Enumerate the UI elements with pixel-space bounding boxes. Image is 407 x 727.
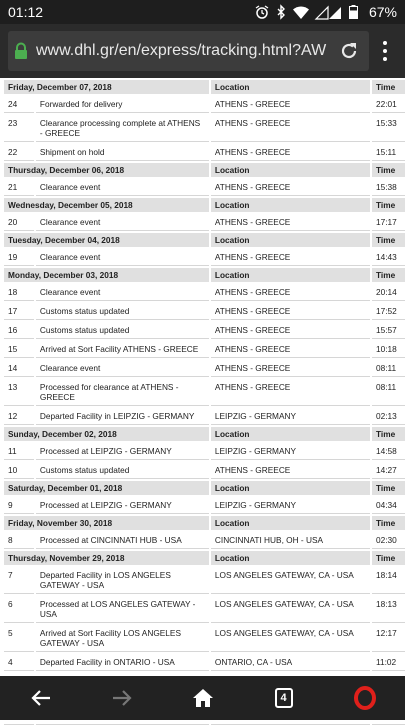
event-location: ATHENS - GREECE [211,284,370,301]
event-description: Customs status updated [36,322,209,339]
table-row [4,115,405,142]
location-header: Location [211,516,370,530]
event-location: ATHENS - GREECE [211,462,370,479]
event-location: ATHENS - GREECE [211,303,370,320]
day-header-row [4,551,405,565]
event-location: ATHENS - GREECE [211,214,370,231]
battery-percent: 67% [368,4,397,20]
day-header-row [4,198,405,212]
day-header-row [4,233,405,247]
event-time: 14:27 [372,462,405,479]
tabs-icon: 4 [275,688,293,708]
address-bar[interactable] [8,31,369,71]
day-date: Friday, December 07, 2018 [4,80,209,94]
event-description: Processed at LEIPZIG - GERMANY [36,497,209,514]
event-time: 20:14 [372,284,405,301]
event-location: ATHENS - GREECE [211,179,370,196]
time-header: Time [372,163,405,177]
time-header: Time [372,268,405,282]
event-time: 17:17 [372,214,405,231]
table-row [4,144,405,161]
location-header: Location [211,80,370,94]
table-row [4,179,405,196]
back-button[interactable] [21,678,61,718]
event-number: 11 [4,443,34,460]
event-location: ATHENS - GREECE [211,379,370,406]
event-description: Arrived at Sort Facility LOS ANGELES GATEWAY - USA [36,625,209,652]
event-description: Clearance processing complete at ATHENS - GREECE [36,115,209,142]
event-number: 9 [4,497,34,514]
event-time: 15:38 [372,179,405,196]
event-location: ONTARIO, CA - USA [211,654,370,671]
event-description: Shipment on hold [36,144,209,161]
home-button[interactable] [183,678,223,718]
event-description: Departed Facility in LEIPZIG - GERMANY [36,408,209,425]
page-content[interactable] [0,78,405,676]
status-icons [255,4,397,20]
event-number: 8 [4,532,34,549]
home-icon [193,689,213,707]
day-header-row [4,268,405,282]
event-time: 17:52 [372,303,405,320]
location-header: Location [211,163,370,177]
event-location: LEIPZIG - GERMANY [211,443,370,460]
location-header: Location [211,268,370,282]
event-number: 15 [4,341,34,358]
browser-toolbar [0,24,405,78]
event-number: 21 [4,179,34,196]
table-row [4,596,405,623]
table-row [4,360,405,377]
event-number: 22 [4,144,34,161]
event-description: Clearance event [36,214,209,231]
day-date: Wednesday, December 05, 2018 [4,198,209,212]
event-number: 24 [4,96,34,113]
table-row [4,214,405,231]
event-description: Customs status updated [36,303,209,320]
event-time: 22:01 [372,96,405,113]
table-row [4,654,405,671]
event-description: Clearance event [36,179,209,196]
event-location: ATHENS - GREECE [211,115,370,142]
event-location: LEIPZIG - GERMANY [211,408,370,425]
event-location: ATHENS - GREECE [211,322,370,339]
event-description: Clearance event [36,284,209,301]
location-header: Location [211,233,370,247]
event-time: 08:11 [372,360,405,377]
event-description: Customs status updated [36,462,209,479]
location-header: Location [211,427,370,441]
event-number: 13 [4,379,34,406]
event-number: 23 [4,115,34,142]
day-date: Friday, November 30, 2018 [4,516,209,530]
event-number: 6 [4,596,34,623]
table-row [4,322,405,339]
url-text[interactable]: www.dhl.gr/en/express/tracking.html?AW [36,42,327,59]
menu-button[interactable] [373,31,397,71]
event-location: ATHENS - GREECE [211,360,370,377]
battery-icon [349,5,358,19]
event-number: 10 [4,462,34,479]
tracking-table [2,78,407,727]
event-location: ATHENS - GREECE [211,144,370,161]
event-number: 18 [4,284,34,301]
event-location: LOS ANGELES GATEWAY, CA - USA [211,567,370,594]
bluetooth-icon [276,5,286,19]
event-description: Arrived at Sort Facility ATHENS - GREECE [36,341,209,358]
day-header-row [4,80,405,94]
day-date: Tuesday, December 04, 2018 [4,233,209,247]
event-time: 11:02 [372,654,405,671]
day-header-row [4,427,405,441]
table-row [4,284,405,301]
status-bar [0,0,405,24]
event-time: 04:34 [372,497,405,514]
event-time: 02:30 [372,532,405,549]
event-location: LOS ANGELES GATEWAY, CA - USA [211,596,370,623]
event-description: Processed at LEIPZIG - GERMANY [36,443,209,460]
event-number: 17 [4,303,34,320]
event-number: 20 [4,214,34,231]
event-time: 15:11 [372,144,405,161]
opera-menu-button[interactable] [345,678,385,718]
event-time: 08:11 [372,379,405,406]
browser-nav-bar [0,676,405,720]
table-row [4,379,405,406]
event-location: ATHENS - GREECE [211,341,370,358]
day-date: Sunday, December 02, 2018 [4,427,209,441]
event-number: 7 [4,567,34,594]
day-header-row [4,481,405,495]
reload-icon [339,41,359,61]
signal-icon [316,6,342,19]
event-number: 4 [4,654,34,671]
event-description: Departed Facility in ONTARIO - USA [36,654,209,671]
wifi-icon [293,6,309,19]
event-number: 14 [4,360,34,377]
event-description: Clearance event [36,249,209,266]
day-date: Monday, December 03, 2018 [4,268,209,282]
day-date: Thursday, December 06, 2018 [4,163,209,177]
location-header: Location [211,481,370,495]
time-header: Time [372,551,405,565]
event-number: 12 [4,408,34,425]
event-time: 02:13 [372,408,405,425]
event-time: 14:58 [372,443,405,460]
reload-button[interactable] [335,37,363,65]
event-location: ATHENS - GREECE [211,249,370,266]
event-time: 14:43 [372,249,405,266]
time-header: Time [372,427,405,441]
event-number: 5 [4,625,34,652]
event-time: 18:14 [372,567,405,594]
time-header: Time [372,198,405,212]
location-header: Location [211,551,370,565]
table-row [4,567,405,594]
event-description: Processed for clearance at ATHENS - GREECE [36,379,209,406]
event-description: Processed at LOS ANGELES GATEWAY - USA [36,596,209,623]
lock-icon [14,43,28,59]
table-row [4,96,405,113]
event-location: LEIPZIG - GERMANY [211,497,370,514]
event-description: Forwarded for delivery [36,96,209,113]
table-row [4,341,405,358]
event-location: CINCINNATI HUB, OH - USA [211,532,370,549]
day-header-row [4,163,405,177]
event-location: ATHENS - GREECE [211,96,370,113]
forward-icon [112,689,132,707]
event-description: Departed Facility in LOS ANGELES GATEWAY - USA [36,567,209,594]
day-date: Thursday, November 29, 2018 [4,551,209,565]
table-row [4,408,405,425]
event-time: 12:17 [372,625,405,652]
opera-icon [354,687,376,709]
time-header: Time [372,233,405,247]
table-row [4,625,405,652]
table-row [4,249,405,266]
table-row [4,443,405,460]
time-header: Time [372,516,405,530]
back-icon [31,689,51,707]
day-date: Saturday, December 01, 2018 [4,481,209,495]
event-time: 15:57 [372,322,405,339]
menu-icon [383,41,387,45]
event-location: LOS ANGELES GATEWAY, CA - USA [211,625,370,652]
event-number: 16 [4,322,34,339]
alarm-icon [255,5,269,19]
table-row [4,303,405,320]
table-row [4,497,405,514]
table-row [4,462,405,479]
location-header: Location [211,198,370,212]
event-time: 10:18 [372,341,405,358]
event-description: Clearance event [36,360,209,377]
forward-button[interactable] [102,678,142,718]
day-header-row [4,516,405,530]
event-time: 18:13 [372,596,405,623]
event-time: 15:33 [372,115,405,142]
event-number: 19 [4,249,34,266]
status-time: 01:12 [8,4,44,20]
time-header: Time [372,80,405,94]
table-row [4,532,405,549]
tabs-button[interactable] [264,678,304,718]
time-header: Time [372,481,405,495]
event-description: Processed at CINCINNATI HUB - USA [36,532,209,549]
